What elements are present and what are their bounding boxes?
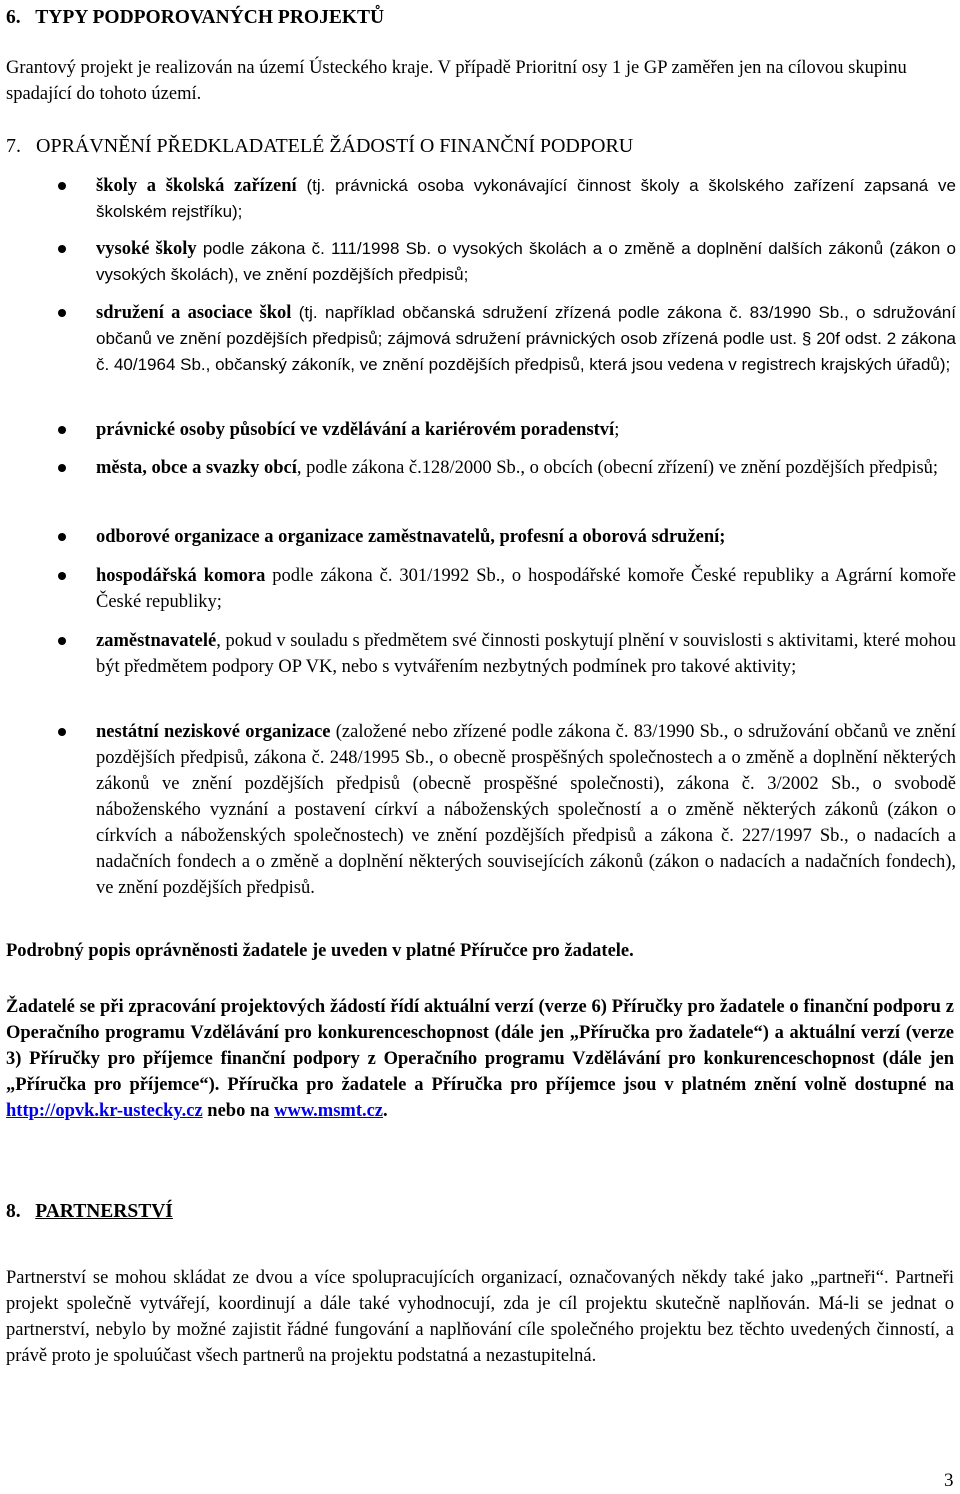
section-6-number: 6.	[6, 7, 21, 28]
item-bold-label: odborové organizace a organizace zaměstnavatelů, profesní a oborová sdružení;	[96, 527, 726, 547]
item-bold-label: nestátní neziskové organizace	[96, 722, 331, 742]
eligible-applicant-item	[96, 417, 956, 443]
section-8-paragraph: Partnerství se mohou skládat ze dvou a více spolupracujících organizací, označovaných někdy také jako „partneři“. Partneři projekt společně vytvářejí, koordinují a dále také vyhodnocují, zda je cíl projektu skutečně naplňován. Má-li se jednat o partnerství, nebylo by možné zajistit řádné fungování a naplňování cíle společného projektu bez těchto uvedených činností, a právě proto je spoluúčast všech partnerů na projektu podstatná a nezastupitelná.	[6, 1268, 954, 1366]
item-text: podle zákona č. 111/1998 Sb. o vysokých školách a o změně a doplnění dalších zákonů (zákon o vysokých školách), ve znění pozdějších předpisů;	[96, 239, 957, 284]
section-7-title: OPRÁVNĚNÍ PŘEDKLADATELÉ ŽÁDOSTÍ O FINANČNÍ PODPORU	[36, 135, 634, 157]
eligible-applicant-item	[96, 719, 956, 901]
eligible-applicant-item	[96, 563, 956, 615]
bullet-icon	[58, 637, 66, 645]
handbook-paragraph	[6, 994, 954, 1124]
eligible-applicant-item	[96, 628, 956, 680]
item-text: (založené nebo zřízené podle zákona č. 83/1990 Sb., o sdružování občanů ve znění pozdějších předpisů, zákona č. 248/1995 Sb., o obecně prospěšných společnostech a o změně a doplnění některých zákonů ve znění pozdějších předpisů (obecně prospěšné společnosti), zákona č. 3/2002 Sb., o svobodě náboženského vyznání a postavení církví a náboženských společností a o změně některých zákonů (zákon o církvích a náboženských společnostech) ve znění pozdějších předpisů a zákona č. 227/1997 Sb., o nadacích a nadačních fondech a o změně a doplnění některých souvisejících zákonů (zákon o nadacích a nadačních fondech), ve znění pozdějších předpisů.	[96, 722, 956, 898]
bullet-icon	[58, 572, 66, 580]
item-bold-label: hospodářská komora	[96, 566, 266, 586]
bullet-icon	[58, 464, 66, 472]
item-bold-label: města, obce a svazky obcí	[96, 458, 297, 478]
eligible-applicant-item	[96, 236, 956, 288]
item-bold-label: školy a školská zařízení	[96, 176, 297, 196]
item-text: ;	[614, 420, 620, 440]
section-7-number: 7.	[6, 135, 21, 157]
eligible-applicant-item	[96, 455, 956, 481]
handbook-end: .	[383, 1101, 388, 1121]
bullet-icon	[58, 245, 66, 253]
applicant-eligibility-note: Podrobný popis oprávněnosti žadatele je uveden v platné Příručce pro žadatele.	[6, 941, 634, 961]
section-7-heading	[6, 134, 633, 158]
eligible-applicant-item	[96, 300, 956, 378]
bullet-icon	[58, 533, 66, 541]
eligible-applicant-item	[96, 173, 956, 225]
item-text: (tj. právnická osoba vykonávající činnost školy a školského zařízení zapsaná ve školském rejstříku);	[96, 176, 956, 221]
section-6-title: TYPY PODPOROVANÝCH PROJEKTŮ	[35, 7, 385, 28]
handbook-text: Žadatelé se při zpracování projektových žádostí řídí aktuální verzí (verze 6) Příručky pro žadatele o finanční podporu z Operačního programu Vzdělávání pro konkurenceschopnost (dále jen „Příručka pro žadatele“) a aktuální verzí (verze 3) Příručky pro příjemce finanční podpory z Operačního programu Vzdělávání pro konkurenceschopnost (dále jen „Příručka pro příjemce“). Příručka pro žadatele a Příručka pro příjemce jsou v platném znění volně dostupné na	[6, 997, 954, 1095]
section-6-heading	[6, 6, 384, 30]
section-8-title: PARTNERSTVÍ	[35, 1201, 173, 1222]
msmt-link[interactable]: www.msmt.cz	[274, 1101, 384, 1121]
item-bold-label: sdružení a asociace škol	[96, 303, 292, 323]
page-number: 3	[944, 1470, 954, 1491]
link-separator-text: nebo na	[202, 1101, 275, 1121]
bullet-icon	[58, 309, 66, 317]
opvk-link[interactable]: http://opvk.kr-ustecky.cz	[6, 1101, 203, 1121]
item-text: podle zákona č. 301/1992 Sb., o hospodářské komoře České republiky a Agrární komoře České republiky;	[96, 566, 956, 612]
bullet-icon	[58, 182, 66, 190]
item-bold-label: právnické osoby působící ve vzdělávání a kariérovém poradenství	[96, 420, 615, 440]
section-8-heading	[6, 1200, 173, 1224]
item-text: , podle zákona č.128/2000 Sb., o obcích (obecní zřízení) ve znění pozdějších předpisů;	[296, 458, 939, 478]
bullet-icon	[58, 426, 66, 434]
item-text: (tj. například občanská sdružení zřízená podle zákona č. 83/1990 Sb., o sdružování občanů ve znění pozdějších předpisů; zájmová sdružení právnických osob zřízená podle ust. § 20f odst. 2 zákona č. 40/1964 Sb., občanský zákoník, ve znění pozdějších předpisů, která jsou vedena v registrech krajských úřadů);	[96, 303, 956, 374]
section-6-paragraph: Grantový projekt je realizován na území Ústeckého kraje. V případě Prioritní osy 1 je GP zaměřen jen na cílovou skupinu spadající do tohoto území.	[6, 58, 907, 104]
item-text: , pokud v souladu s předmětem své činnosti poskytují plnění v souvislosti s aktivitami, které mohou být předmětem podpory OP VK, nebo s vytvářením nezbytných podmínek pro takové aktivity;	[96, 631, 956, 677]
item-bold-label: zaměstnavatelé	[96, 631, 217, 651]
eligible-applicant-item	[96, 524, 956, 550]
section-8-number: 8.	[6, 1201, 21, 1222]
bullet-icon	[58, 728, 66, 736]
item-bold-label: vysoké školy	[96, 239, 197, 259]
